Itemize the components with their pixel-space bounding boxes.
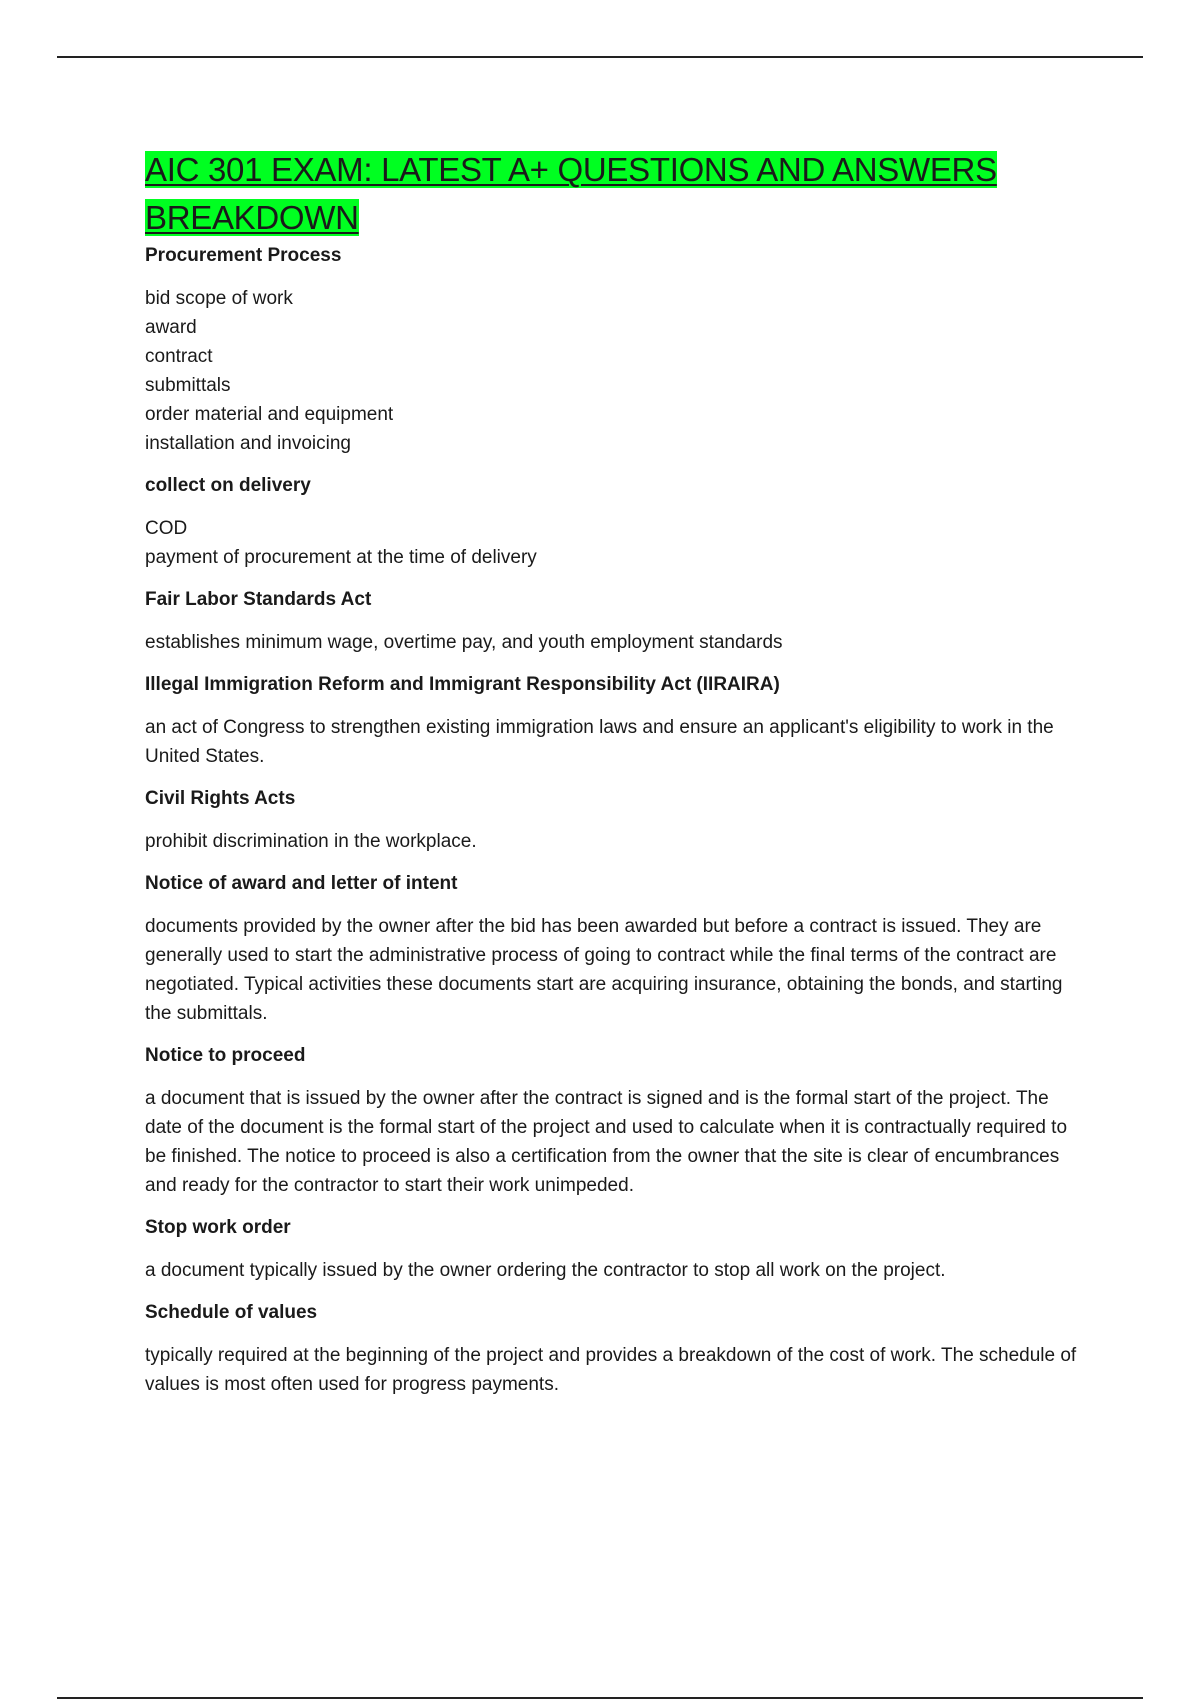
answer-definition bbox=[145, 1256, 1085, 1285]
answer-line: order material and equipment bbox=[145, 404, 394, 425]
answer-definition bbox=[145, 628, 1085, 657]
answer-line: a document that is issued by the owner after the contract is signed and is the formal start of the project. The date of the document is the formal start of the project and used to calculate when it is contractually required to be finished. The notice to proceed is also a certification from the owner that the site is clear of encumbrances and ready for the contractor to start their work unimpeded. bbox=[145, 1088, 1068, 1196]
answer-definition bbox=[145, 1341, 1085, 1399]
answer-line: a document typically issued by the owner ordering the contractor to stop all work on the project. bbox=[145, 1260, 946, 1281]
answer-line: installation and invoicing bbox=[145, 433, 351, 454]
answer-line: COD bbox=[145, 518, 188, 539]
question-term: Procurement Process bbox=[145, 245, 342, 266]
answer-line: payment of procurement at the time of delivery bbox=[145, 547, 537, 568]
qa-section bbox=[145, 1299, 1085, 1399]
question-term: Fair Labor Standards Act bbox=[145, 589, 372, 610]
question-term: Schedule of values bbox=[145, 1302, 318, 1323]
answer-line: bid scope of work bbox=[145, 288, 293, 309]
page-header-rule bbox=[57, 56, 1143, 58]
answer-line: typically required at the beginning of the project and provides a breakdown of the cost of work. The schedule of values is most often used for progress payments. bbox=[145, 1345, 1077, 1395]
answer-definition bbox=[145, 713, 1085, 771]
qa-section bbox=[145, 1042, 1085, 1200]
answer-line: prohibit discrimination in the workplace. bbox=[145, 831, 477, 852]
question-term: Stop work order bbox=[145, 1217, 291, 1238]
document-body bbox=[145, 146, 1085, 1413]
question-term: Notice of award and letter of intent bbox=[145, 873, 458, 894]
question-term: Illegal Immigration Reform and Immigrant Responsibility Act (IIRAIRA) bbox=[145, 674, 780, 695]
answer-line: contract bbox=[145, 346, 213, 367]
qa-section bbox=[145, 671, 1085, 771]
qa-section bbox=[145, 586, 1085, 657]
page-footer-rule bbox=[57, 1697, 1143, 1699]
qa-section bbox=[145, 472, 1085, 572]
qa-section bbox=[145, 242, 1085, 458]
answer-line: documents provided by the owner after the bid has been awarded but before a contract is issued. They are generally used to start the administrative process of going to contract while the final terms of the contract are negotiated. Typical activities these documents start are acquiring insurance, obtaining the bonds, and starting the submittals. bbox=[145, 916, 1063, 1024]
answer-definition bbox=[145, 912, 1085, 1028]
document-title bbox=[145, 146, 1085, 242]
answer-line: submittals bbox=[145, 375, 231, 396]
qa-section bbox=[145, 785, 1085, 856]
answer-line: an act of Congress to strengthen existing immigration laws and ensure an applicant's eligibility to work in the United States. bbox=[145, 717, 1054, 767]
question-term: Notice to proceed bbox=[145, 1045, 306, 1066]
answer-line: award bbox=[145, 317, 197, 338]
answer-line: establishes minimum wage, overtime pay, and youth employment standards bbox=[145, 632, 783, 653]
document-title-line-2: BREAKDOWN bbox=[145, 199, 359, 236]
answer-definition bbox=[145, 827, 1085, 856]
question-term: Civil Rights Acts bbox=[145, 788, 296, 809]
qa-section bbox=[145, 1214, 1085, 1285]
document-title-line-1: AIC 301 EXAM: LATEST A+ QUESTIONS AND ANSWERS bbox=[145, 151, 997, 188]
answer-definition bbox=[145, 1084, 1085, 1200]
question-term: collect on delivery bbox=[145, 475, 311, 496]
qa-section-list bbox=[145, 242, 1085, 1399]
answer-definition bbox=[145, 514, 1085, 572]
qa-section bbox=[145, 870, 1085, 1028]
answer-definition bbox=[145, 284, 1085, 458]
